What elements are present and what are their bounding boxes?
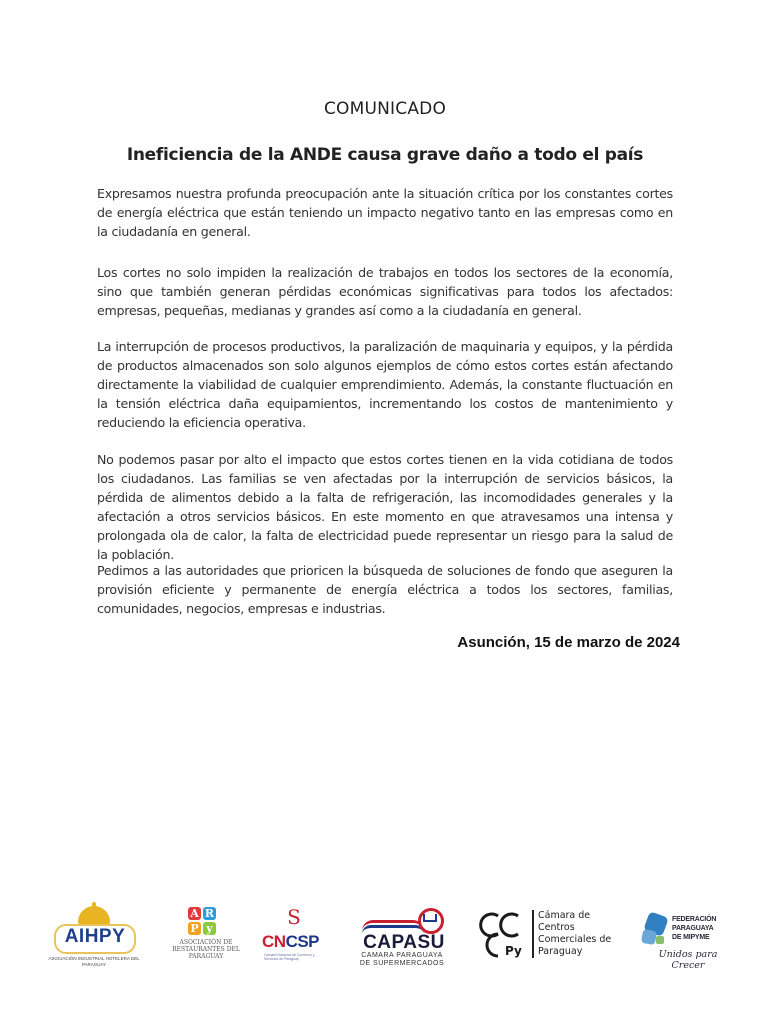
aihpy-subtitle: ASOCIACIÓN INDUSTRIAL HOTELERA DEL PARAGUAY [48,956,140,967]
signoff-date: Asunción, 15 de marzo de 2024 [457,634,680,651]
arpy-tile-r: R [204,907,215,920]
cncsp-subtitle: Cámara Nacional de Comercio y Servicios de Paraguay [264,953,315,961]
svg-text:Py: Py [505,944,522,958]
ccc-icon [478,910,528,960]
paragraph-2: Los cortes no solo impiden la realización de trabajos en todos los sectores de la economía, sino que también generan pérdidas económicas significativas para todos los afectados: empresas, pequeñas, medianas y grandes así como a la ciudadanía en general. [97,265,673,318]
paragraph-5: Pedimos a las autoridades que prioricen la búsqueda de soluciones de fondo que aseguren la provisión eficiente y permanente de energía eléctrica a todos los sectores, familias, comunidades, negocios, empresas e industrias. [97,563,673,616]
mipyme-line-3: DE MIPYME [672,934,710,941]
cccpy-logo [474,898,624,973]
cncsp-name-red: CN [262,932,286,951]
arpy-subtitle: ASOCIACIÓN DE RESTAURANTES DEL PARAGUAY [172,939,240,960]
hexagon-icon [656,936,664,944]
cccpy-line-4: Paraguay [538,946,583,957]
mipyme-line-2: PARAGUAYA [672,925,714,932]
divider [532,910,534,958]
arpy-tile-y: y [203,922,216,935]
aihpy-name: AIHPY [64,926,126,947]
document-title: Ineficiencia de la ANDE causa grave daño a todo el país [126,145,644,165]
capasu-subtitle [356,952,448,968]
capasu-subtitle-line2: DE SUPERMERCADOS [359,960,445,967]
paragraph-3: La interrupción de procesos productivos, la paralización de maquinaria y equipos, y la pérdida de productos almacenados son solo algunos ejemplos de cómo estos cortes están afectando directamente la viabilidad de cualquier emprendimiento. Además, la constante fluctuación en la tensión eléctrica daña equipamientos, incrementando los costos de mantenimiento y reduciendo la eficiencia operativa. [97,339,673,430]
cccpy-line-2: Centros [538,922,575,933]
aihpy-logo [48,898,140,973]
capasu-name: CAPASU [363,932,445,953]
paragraph-4: No podemos pasar por alto el impacto que estos cortes tienen en la vida cotidiana de todos los ciudadanos. Las familias se ven afectadas por la interrupción de servicios básicos, la pérdida de alimentos debido a la falta de refrigeración, las incomodidades generales y la afectación a otros servicios básicos. En este momento en que atravesamos una intensa y prolongada ola de calor, la falta de electricidad puede representar un riesgo para la salud de la población. [97,452,673,562]
mipyme-line-1: FEDERACIÓN [672,916,717,923]
hexagon-icon [641,929,657,945]
arpy-tile-a: A [188,907,201,920]
mipyme-name [672,915,734,942]
signatory-logos [0,898,770,973]
shopping-cart-icon [423,914,437,922]
cncsp-name-blue: CSP [285,932,320,951]
cccpy-line-1: Cámara de [538,910,591,921]
arpy-tile-p: P [188,922,201,935]
cncsp-s-icon: S [287,905,301,929]
dome-icon [78,906,110,924]
document-heading: COMUNICADO [323,99,447,119]
paragraph-1: Expresamos nuestra profunda preocupación ante la situación crítica por los constantes cortes de energía eléctrica que están teniendo un impacto negativo tanto en las empresas como en la ciudadanía en general. [97,186,673,239]
mipyme-tagline: Unidos para Crecer [658,949,718,971]
capasu-logo [356,898,448,973]
cncsp-name [262,932,319,952]
mipyme-logo [638,898,734,973]
cccpy-line-3: Comerciales de [538,934,612,945]
cccpy-name [538,910,628,958]
cncsp-logo [258,898,334,973]
capasu-subtitle-line1: CAMARA PARAGUAYA [361,952,443,959]
arpy-logo [168,898,244,973]
